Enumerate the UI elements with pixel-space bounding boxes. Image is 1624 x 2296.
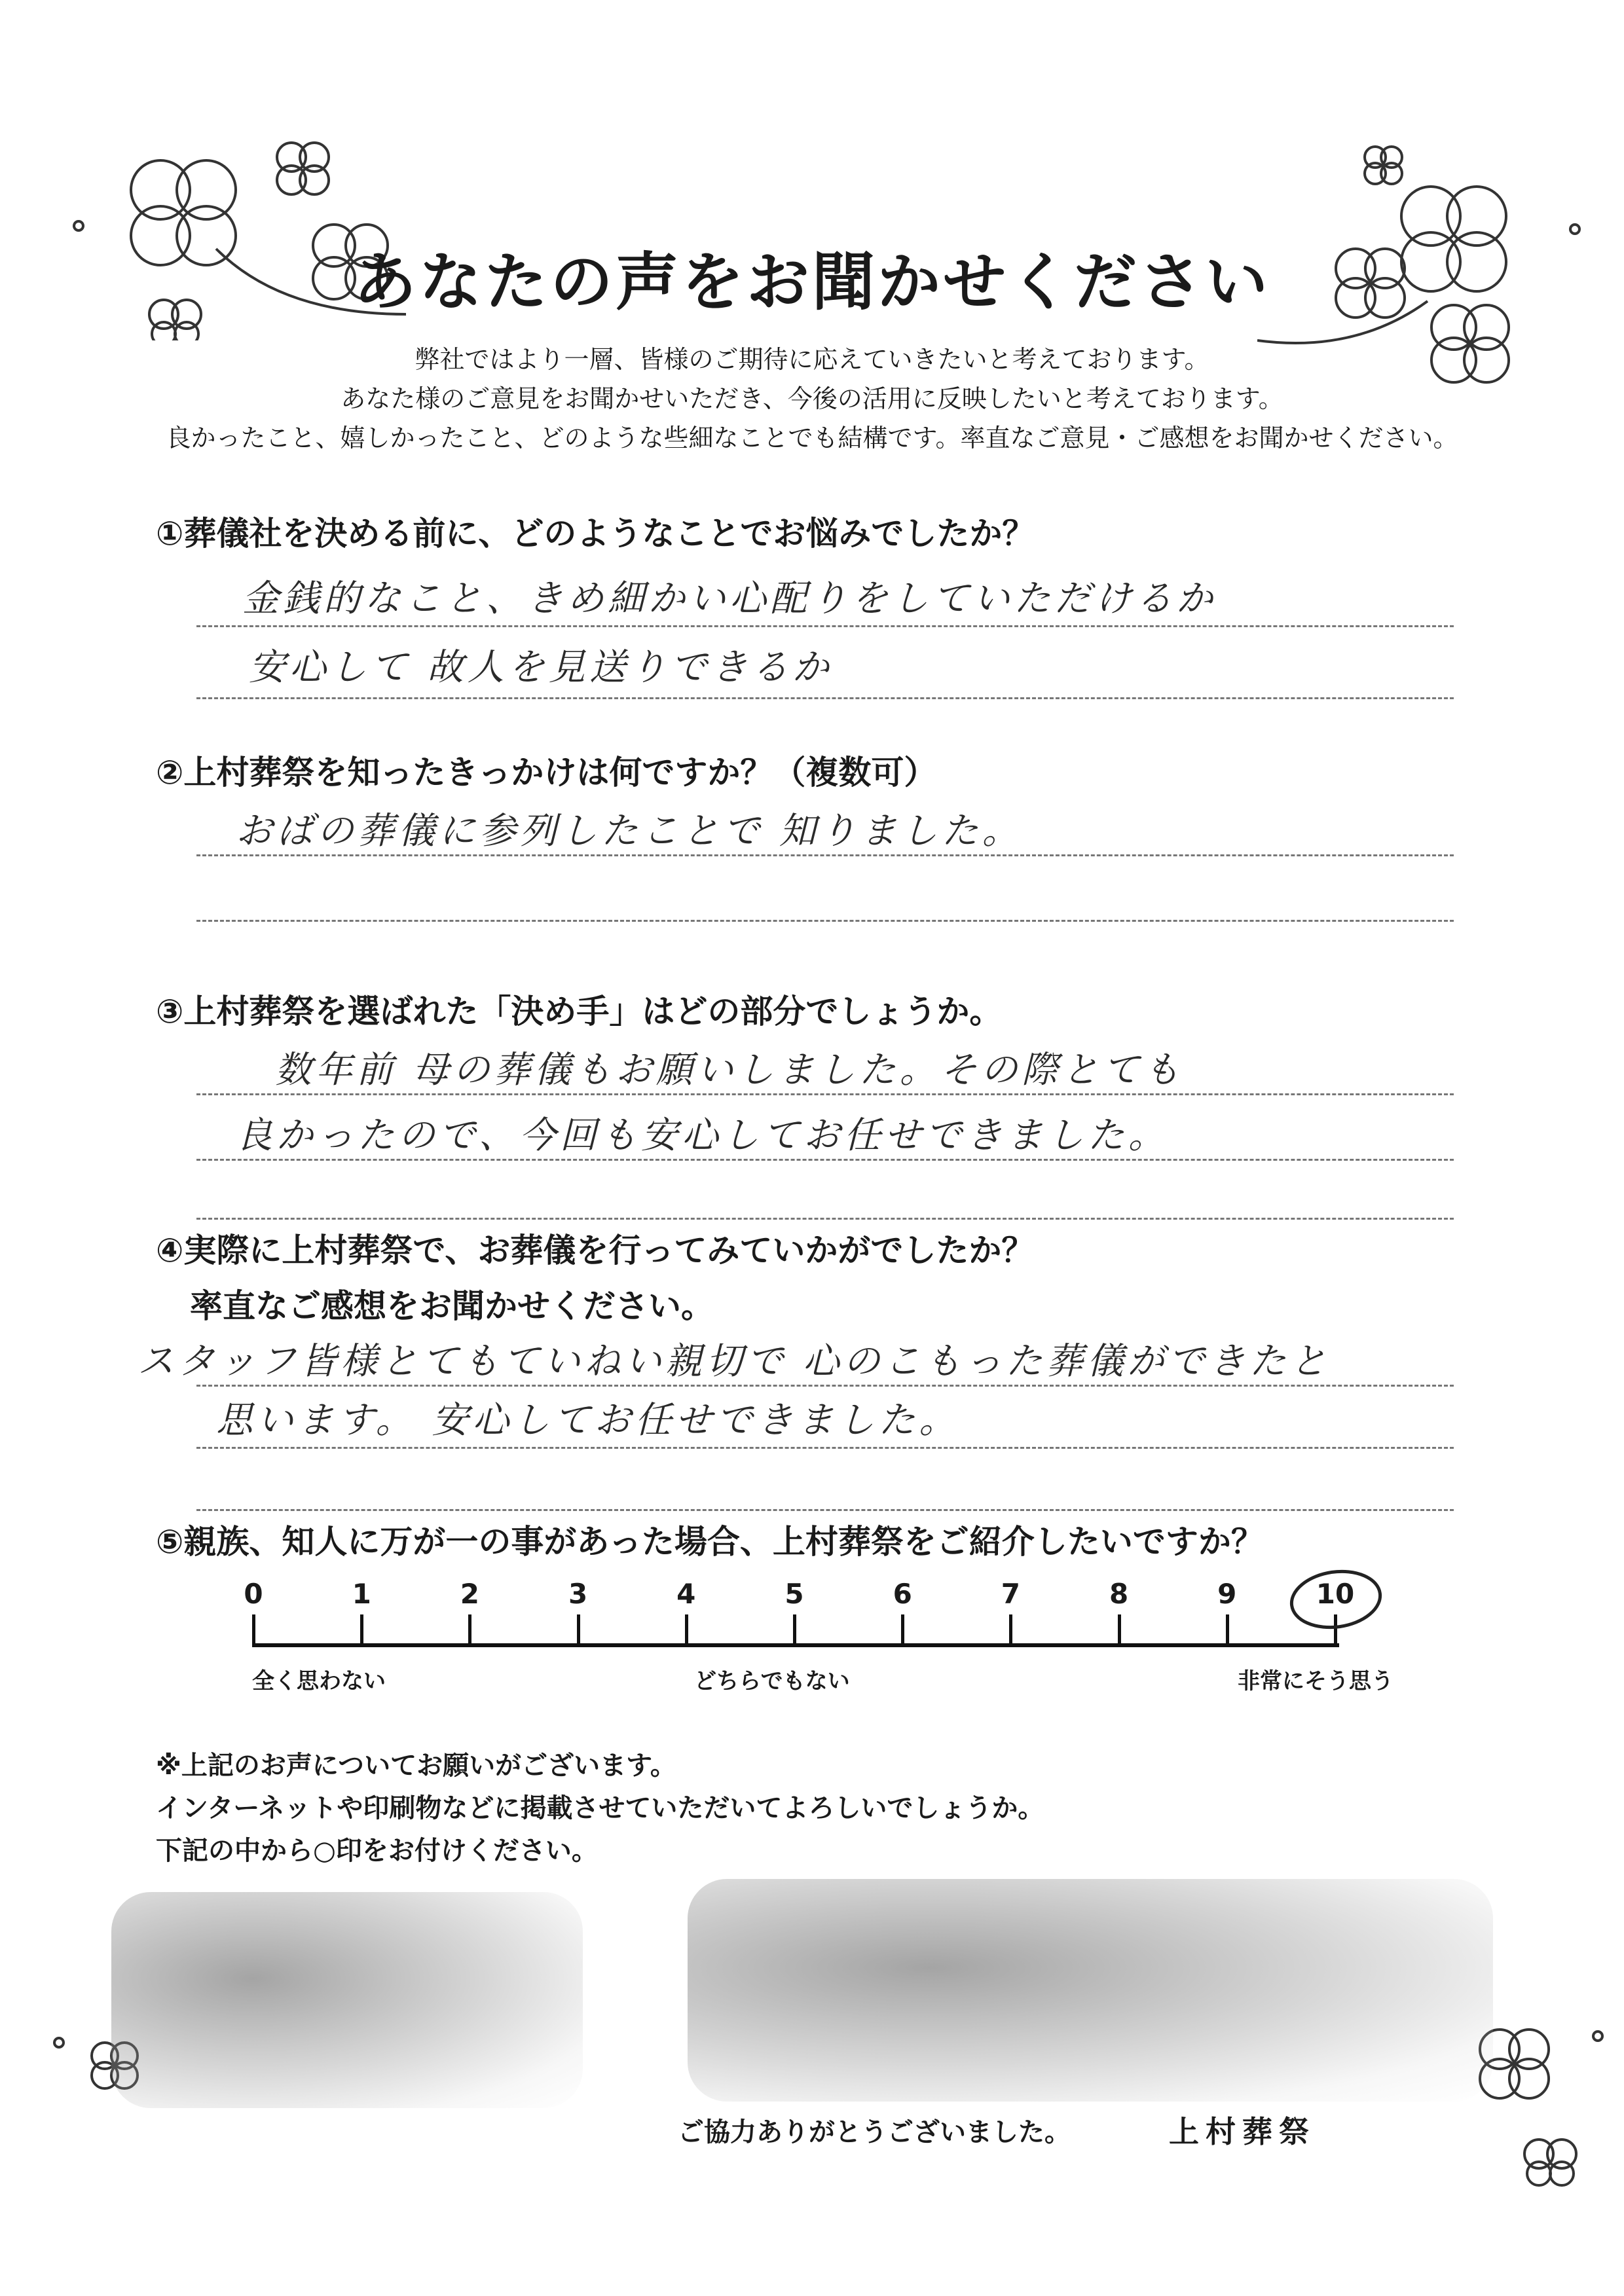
answer-rule xyxy=(196,1509,1454,1511)
scale-number-0[interactable]: 0 xyxy=(244,1578,263,1610)
consent-note-2: インターネットや印刷物などに掲載させていただいてよろしいでしょうか。 xyxy=(156,1793,1044,1823)
scale-low-label: 全く思わない xyxy=(252,1668,386,1694)
scale-number-6[interactable]: 6 xyxy=(893,1578,912,1610)
scale-tick xyxy=(577,1614,580,1646)
scale-tick xyxy=(685,1614,688,1646)
answer-rule xyxy=(196,1093,1454,1095)
question-1-label: ①葬儀社を決める前に、どのようなことでお悩みでしたか？ xyxy=(156,515,1035,553)
answer-rule xyxy=(196,1447,1454,1449)
question-5-label: ⑤親族、知人に万が一の事があった場合、上村葬祭をご紹介したいですか？ xyxy=(156,1523,1264,1561)
scale-tick xyxy=(360,1614,363,1646)
consent-note-3: 下記の中から○印をお付けください。 xyxy=(156,1836,598,1866)
selected-rating-circle xyxy=(1283,1563,1388,1635)
thanks-message: ご協力ありがとうございました。 xyxy=(678,2117,1071,2147)
answer-rule xyxy=(196,625,1454,627)
scale-number-4[interactable]: 4 xyxy=(676,1578,696,1610)
brand-name: 上村葬祭 xyxy=(1169,2114,1316,2149)
scale-number-8[interactable]: 8 xyxy=(1109,1578,1129,1610)
scale-tick xyxy=(901,1614,904,1646)
question-2-answer-line-1: おばの葬儀に参列したことで 知りました。 xyxy=(236,810,1023,852)
answer-rule xyxy=(196,920,1454,922)
question-3-answer-line-2: 良かったので、今回も安心してお任せできました。 xyxy=(236,1114,1169,1157)
intro-line-1: 弊社ではより一層、皆様のご期待に応えていきたいと考えております。 xyxy=(415,345,1209,374)
intro-line-2: あなた様のご意見をお聞かせいただき、今後の活用に反映したいと考えております。 xyxy=(341,384,1283,413)
intro-line-3: 良かったこと、嬉しかったこと、どのような些細なことでも結構です。率直なご意見・ご感想をお聞かせください。 xyxy=(166,424,1458,452)
answer-rule xyxy=(196,1385,1454,1387)
question-3-label: ③上村葬祭を選ばれた「決め手」はどの部分でしょうか。 xyxy=(156,993,1003,1030)
scale-tick xyxy=(1118,1614,1121,1646)
scale-tick xyxy=(468,1614,471,1646)
question-2-label: ②上村葬祭を知ったきっかけは何ですか？（複数可） xyxy=(156,754,937,792)
question-1-answer-line-1: 金銭的なこと、きめ細かい心配りをしていただけるか xyxy=(242,577,1217,620)
question-1-answer-line-2: 安心して 故人を見送りできるか xyxy=(249,646,833,689)
redacted-area-right xyxy=(688,1879,1493,2102)
scale-number-3[interactable]: 3 xyxy=(568,1578,588,1610)
question-4-label: ④実際に上村葬祭で、お葬儀を行ってみていかがでしたか？ xyxy=(156,1231,1035,1269)
scale-tick xyxy=(793,1614,796,1646)
answer-rule xyxy=(196,854,1454,856)
scale-tick xyxy=(1009,1614,1012,1646)
question-3-answer-line-1: 数年前 母の葬儀もお願いしました。その際とても xyxy=(275,1049,1184,1091)
scale-tick xyxy=(1226,1614,1229,1646)
scale-high-label: 非常にそう思う xyxy=(1238,1668,1393,1694)
scale-number-10[interactable]: 10 xyxy=(1316,1578,1355,1610)
answer-rule xyxy=(196,1159,1454,1161)
scale-number-5[interactable]: 5 xyxy=(784,1578,804,1610)
consent-note-1: ※上記のお声についてお願いがございます。 xyxy=(156,1751,676,1781)
scale-number-7[interactable]: 7 xyxy=(1001,1578,1020,1610)
scale-number-9[interactable]: 9 xyxy=(1217,1578,1237,1610)
answer-rule xyxy=(196,1218,1454,1220)
question-4-answer-line-1: スタッフ皆様とてもていねい親切で 心のこもった葬儀ができたと xyxy=(138,1340,1331,1383)
question-4-answer-line-2: 思います。 安心してお任せできました。 xyxy=(216,1399,960,1442)
scale-number-2[interactable]: 2 xyxy=(460,1578,479,1610)
redacted-area-left xyxy=(111,1892,583,2108)
scale-tick xyxy=(252,1614,255,1646)
question-4-sublabel: 率直なご感想をお聞かせください。 xyxy=(190,1287,714,1325)
page-title: あなたの声をお聞かせください xyxy=(354,246,1270,319)
scale-number-1[interactable]: 1 xyxy=(352,1578,371,1610)
answer-rule xyxy=(196,697,1454,699)
scale-mid-label: どちらでもない xyxy=(694,1668,850,1694)
